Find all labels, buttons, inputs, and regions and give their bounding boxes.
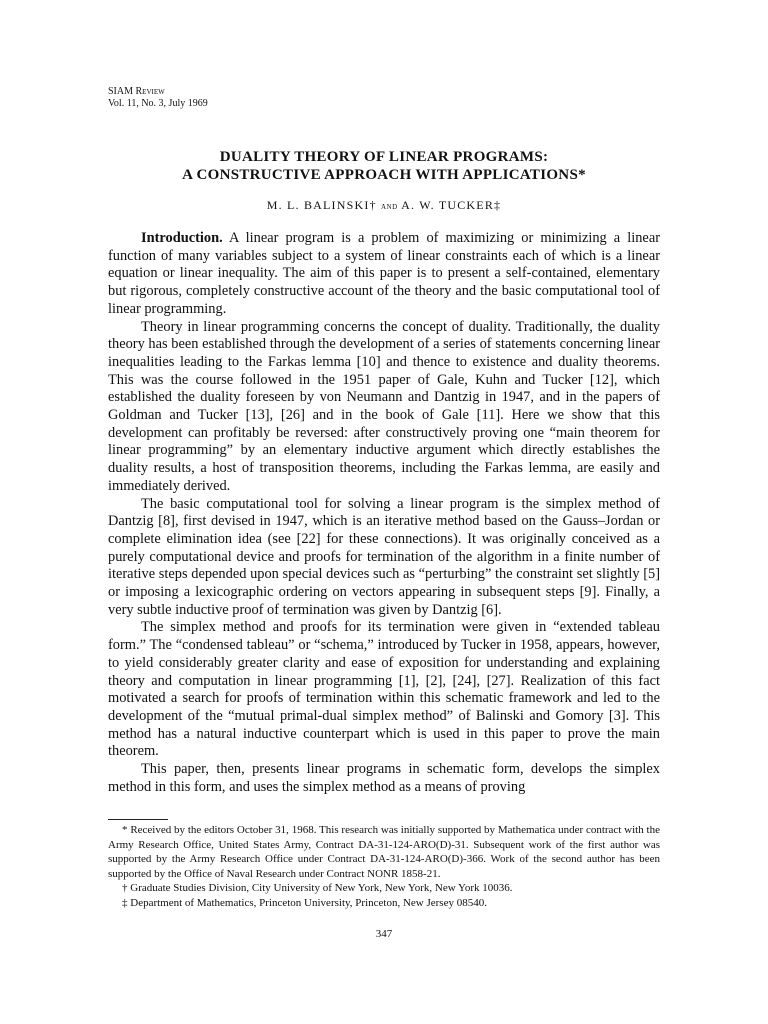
author-balinski: M. L. BALINSKI† [266, 198, 377, 212]
body-text [108, 230, 660, 797]
paragraph: Theory in linear programming concerns the concept of duality. Traditionally, the duality theory has been established through the development of a series of statements concerning linear inequalities leading to the Farkas lemma [10] and thence to existence and duality theorems. This was the course followed in the 1951 paper of Gale, Kuhn and Tucker [12], which established the duality foreseen by von Neumann and Dantzig in 1947, and in the papers of Goldman and Tucker [13], [26] and in the book of Gale [11]. Here we show that this development can profitably be reversed: after constructively proving one “main theorem for linear programming” by an elementary inductive argument which directly establishes the duality results, a host of transposition theorems, including the Farkas lemma, are easily and immediately derived. [108, 318, 660, 494]
journal-name: SIAM Review [108, 86, 165, 97]
paragraph [108, 230, 660, 319]
footnote-affiliation-tucker: ‡ Department of Mathematics, Princeton University, Princeton, New Jersey 08540. [122, 896, 487, 909]
journal-header [108, 86, 208, 110]
author-line [108, 198, 660, 213]
paragraph-text: A linear program is a problem of maximizing or minimizing a linear function of many variables subject to a system of linear constraints each of which is a linear equation or linear inequality. The aim of this paper is to present a self-contained, elementary but rigorous, completely constructive account of the theory and the basic computational tool of linear programming. [108, 230, 660, 317]
page-number: 347 [375, 928, 393, 940]
author-tucker: A. W. TUCKER‡ [401, 198, 502, 212]
footnote-received: * Received by the editors October 31, 1968. This research was initially supported by Mathematica under contract with the Army Research Office, United States Army, Contract DA-31-124-ARO(D)-31. Subsequent work of the first author was supported by the Army Research Office under Contract DA-31-124-ARO(D)-366. Work of the second author has been supported by the Office of Naval Research under Contract NONR 1858-21. [108, 824, 660, 880]
title-line-2: A CONSTRUCTIVE APPROACH WITH APPLICATIONS* [182, 167, 586, 183]
author-conjunction: and [380, 201, 398, 212]
footnote-divider [108, 819, 168, 820]
paragraph: The simplex method and proofs for its termination were given in “extended tableau form.” The “condensed tableau” or “schema,” introduced by Tucker in 1958, appears, however, to yield considerably greater clarity and ease of exposition for understanding and explaining theory and computation in linear programming [1], [2], [24], [27]. Realization of this fact motivated a search for proofs of termination within this schematic framework and led to the development of the “mutual primal-dual simplex method” of Balinski and Gomory [3]. This method has a natural inductive counterpart which is used in this paper to prove the main theorem. [108, 619, 660, 760]
journal-volume: Vol. 11, No. 3, July 1969 [108, 98, 208, 109]
paragraph: This paper, then, presents linear programs in schematic form, develops the simplex method in this form, and uses the simplex method as a means of proving [108, 761, 660, 795]
footnotes [108, 823, 660, 910]
footnote-affiliation-balinski: † Graduate Studies Division, City University of New York, New York, New York 10036. [122, 882, 513, 894]
title-line-1: DUALITY THEORY OF LINEAR PROGRAMS: [219, 149, 549, 165]
section-heading-introduction: Introduction. [141, 230, 223, 246]
paper-title [108, 148, 660, 184]
paragraph: The basic computational tool for solving a linear program is the simplex method of Dantzig [8], first devised in 1947, which is an iterative method based on the Gauss–Jordan or complete elimination idea (see [22] for these connections). It was originally conceived as a purely computational device and proofs for termination of the algorithm in a finite number of iterative steps depended upon special devices such as “perturbing” the constraint set slightly [5] or imposing a lexicographic ordering on vectors appearing in subsequent steps [9]. Finally, a very subtle inductive proof of termination was given by Dantzig [6]. [108, 495, 660, 618]
